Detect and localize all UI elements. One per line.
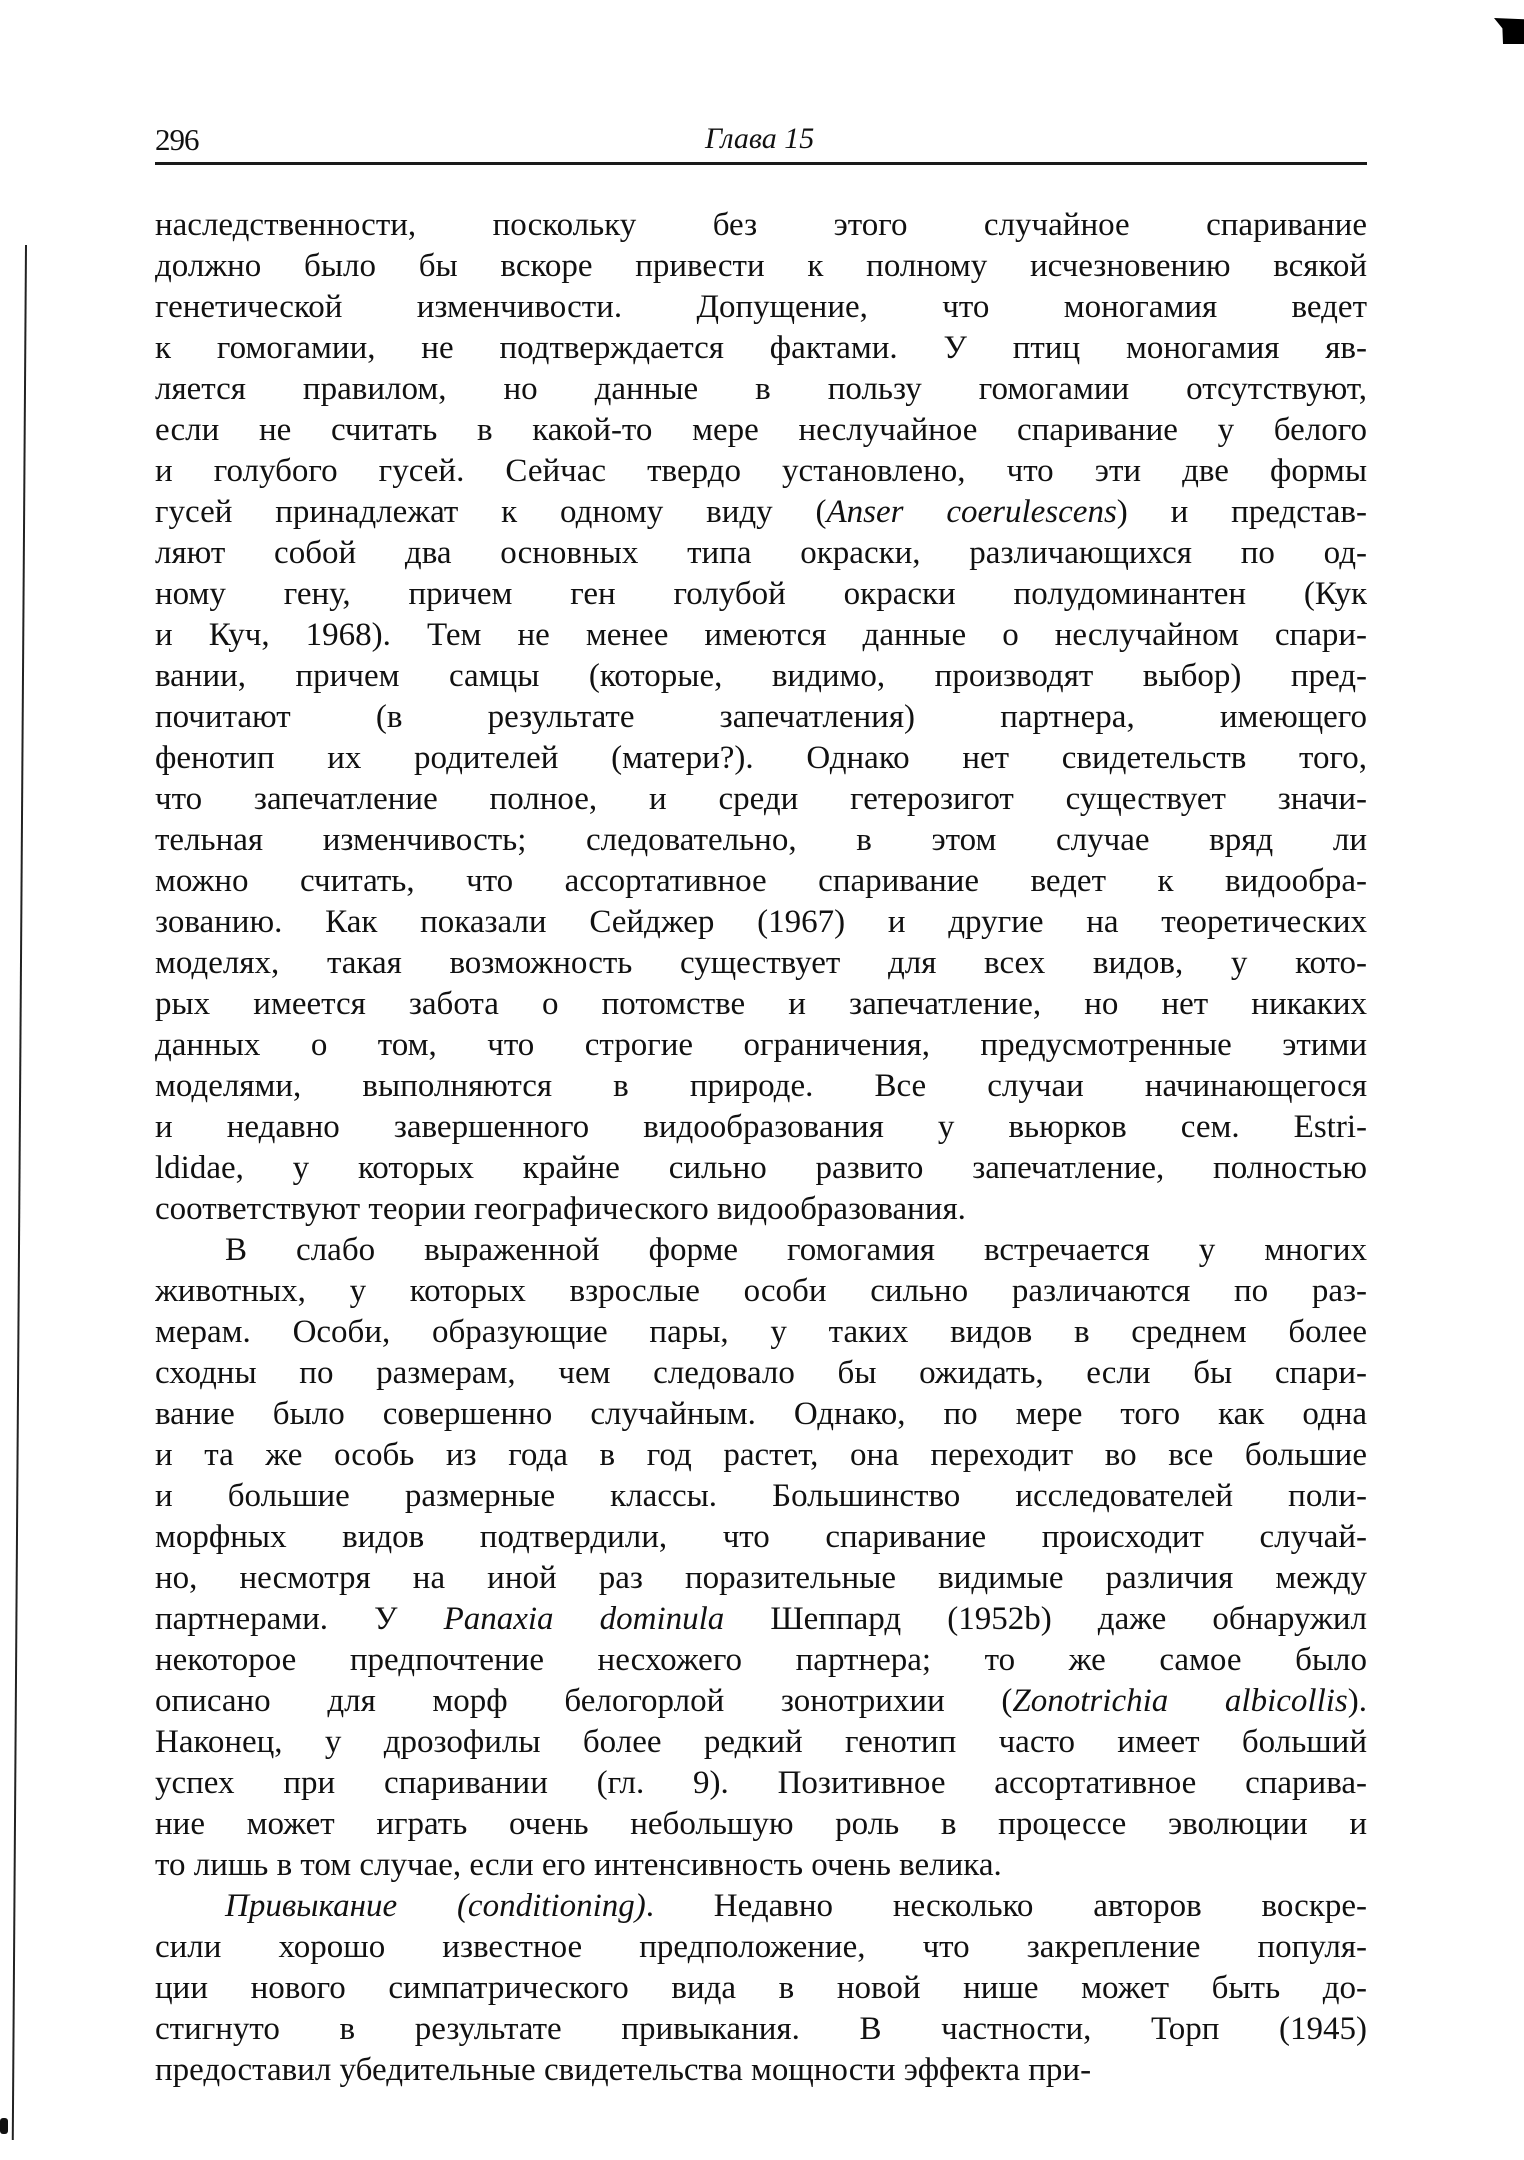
text-line: животных, у которых взрослые особи сильно различаются по раз- (155, 1273, 1367, 1309)
text-line: моделях, такая возможность существует для всех видов, у кото- (155, 945, 1367, 981)
italic-term: Anser coerulescens (826, 494, 1117, 530)
text-line: почитают (в результате запечатления) партнера, имеющего (155, 699, 1367, 735)
header-rule (155, 162, 1367, 165)
scan-corner-mark (1494, 18, 1524, 44)
italic-term: Привыкание (conditioning) (225, 1888, 646, 1924)
text-line: успех при спаривании (гл. 9). Позитивное ассортативное спарива- (155, 1765, 1367, 1801)
italic-term: Panaxia dominula (443, 1601, 725, 1637)
text-line: генетической изменчивости. Допущение, что моногамия ведет (155, 289, 1367, 325)
text-line: ному гену, причем ген голубой окраски полудоминантен (Кук (155, 576, 1367, 612)
text-line: сили хорошо известное предположение, что закрепление популя- (155, 1929, 1367, 1965)
page-number: 296 (155, 122, 199, 157)
text-line: зованию. Как показали Сейджер (1967) и другие на теоретических (155, 904, 1367, 940)
text-line: и та же особь из года в год растет, она переходит во все большие (155, 1437, 1367, 1473)
text-line: Привыкание (conditioning). Недавно несколько авторов воскре- (225, 1888, 1367, 1924)
text-line: можно считать, что ассортативное спаривание ведет к видообра- (155, 863, 1367, 899)
text-line: стигнуто в результате привыкания. В частности, Торп (1945) (155, 2011, 1367, 2047)
paragraph (155, 1886, 1367, 2091)
text-line: но, несмотря на иной раз поразительные видимые различия между (155, 1560, 1367, 1596)
text-line: должно было бы вскоре привести к полному исчезновению всякой (155, 248, 1367, 284)
text-line: предоставил убедительные свидетельства мощности эффекта при- (155, 2052, 1092, 2088)
text-line: тельная изменчивость; следовательно, в этом случае вряд ли (155, 822, 1367, 858)
text-line: фенотип их родителей (матери?). Однако нет свидетельств того, (155, 740, 1367, 776)
text-line: к гомогамии, не подтверждается фактами. У птиц моногамия яв- (155, 330, 1367, 366)
text-line: описано для морф белогорлой зонотрихии (Zonotrichia albicollis). (155, 1683, 1367, 1719)
text-line: соответствуют теории географического видообразования. (155, 1191, 966, 1227)
text-line: если не считать в какой-то мере неслучайное спаривание у белого (155, 412, 1367, 448)
text-line: и голубого гусей. Сейчас твердо установлено, что эти две формы (155, 453, 1367, 489)
paragraph (155, 205, 1367, 1230)
text-line: рых имеется забота о потомстве и запечатление, но нет никаких (155, 986, 1367, 1022)
paragraph (155, 1230, 1367, 1886)
text-line: сходны по размерам, чем следовало бы ожидать, если бы спари- (155, 1355, 1367, 1391)
text-line: некоторое предпочтение несхожего партнера; то же самое было (155, 1642, 1367, 1678)
text-line: наследственности, поскольку без этого случайное спаривание (155, 207, 1367, 243)
text-line: партнерами. У Panaxia dominula Шеппард (1952b) даже обнаружил (155, 1601, 1367, 1637)
text-line: гусей принадлежат к одному виду (Anser coerulescens) и представ- (155, 494, 1367, 530)
text-line: морфных видов подтвердили, что спаривание происходит случай- (155, 1519, 1367, 1555)
text-line: и Куч, 1968). Тем не менее имеются данные о неслучайном спари- (155, 617, 1367, 653)
text-line: ляется правилом, но данные в пользу гомогамии отсутствуют, (155, 371, 1367, 407)
running-head (155, 118, 1367, 158)
scan-edge-line (12, 245, 27, 2140)
text-line: Наконец, у дрозофилы более редкий генотип часто имеет больший (155, 1724, 1367, 1760)
text-line: что запечатление полное, и среди гетерозигот существует значи- (155, 781, 1367, 817)
text-line: моделями, выполняются в природе. Все случаи начинающегося (155, 1068, 1367, 1104)
scan-blot (0, 2118, 8, 2134)
text-line: вание было совершенно случайным. Однако, по мере того как одна (155, 1396, 1367, 1432)
italic-term: Zonotrichia albicollis (1012, 1683, 1348, 1719)
text-line: вании, причем самцы (которые, видимо, производят выбор) пред- (155, 658, 1367, 694)
text-line: данных о том, что строгие ограничения, предусмотренные этими (155, 1027, 1367, 1063)
text-line: ляют собой два основных типа окраски, различающихся по од- (155, 535, 1367, 571)
text-line: то лишь в том случае, если его интенсивность очень велика. (155, 1847, 1002, 1883)
text-line: мерам. Особи, образующие пары, у таких видов в среднем более (155, 1314, 1367, 1350)
page-body (155, 205, 1367, 2091)
chapter-title: Глава 15 (705, 122, 815, 155)
text-line: и недавно завершенного видообразования у вьюрков сем. Estri- (155, 1109, 1367, 1145)
text-line: ldidae, у которых крайне сильно развито запечатление, полностью (155, 1150, 1367, 1186)
text-line: ции нового симпатрического вида в новой нише может быть до- (155, 1970, 1367, 2006)
text-line: и большие размерные классы. Большинство исследователей поли- (155, 1478, 1367, 1514)
text-line: ние может играть очень небольшую роль в процессе эволюции и (155, 1806, 1367, 1842)
text-line: В слабо выраженной форме гомогамия встречается у многих (225, 1232, 1367, 1268)
